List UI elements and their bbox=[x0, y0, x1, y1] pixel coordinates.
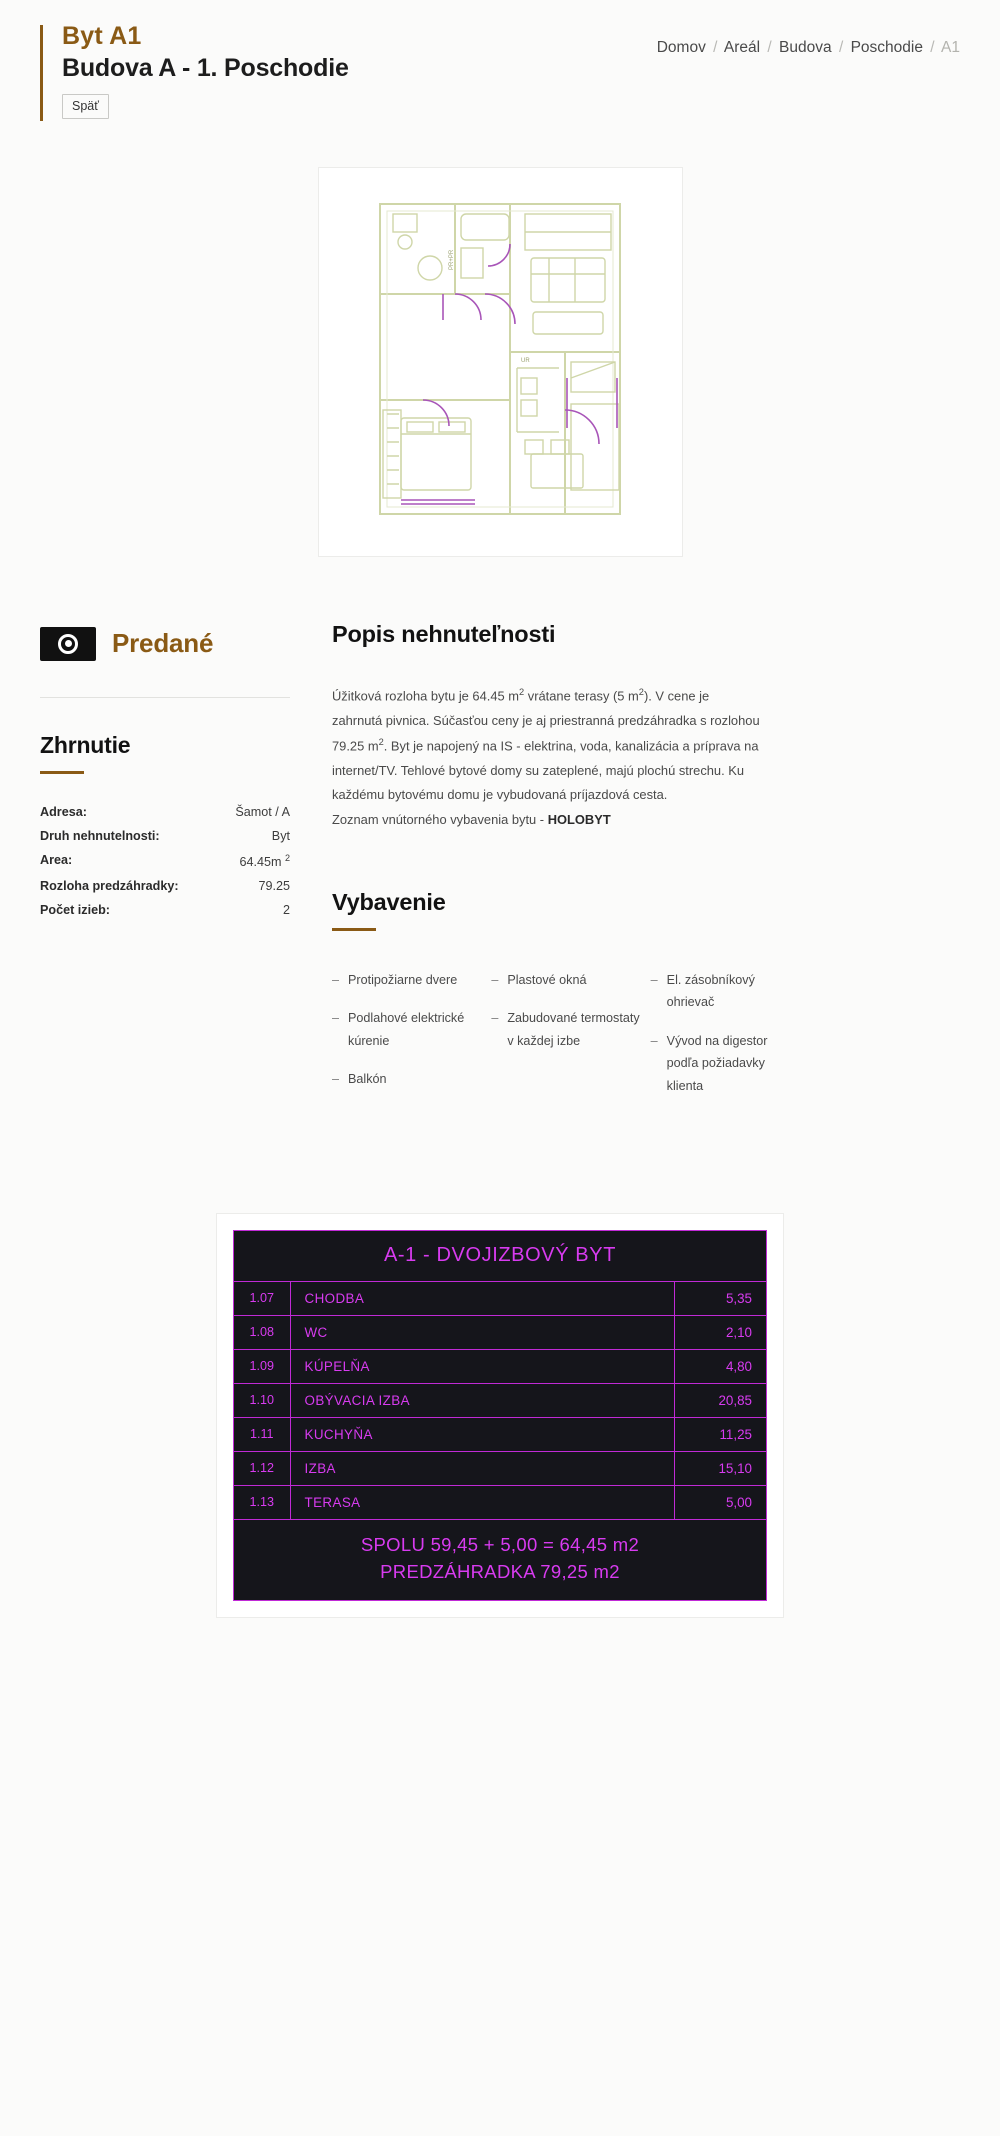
equipment-columns bbox=[332, 969, 802, 1113]
summary-value-sup: 2 bbox=[284, 852, 290, 863]
bullet-dash: – bbox=[491, 972, 499, 987]
description-p2-pre: Zoznam vnútorného vybavenia bytu - bbox=[332, 812, 548, 828]
page-title: Byt A1 bbox=[62, 22, 142, 50]
total-line-1: SPOLU 59,45 + 5,00 = 64,45 m2 bbox=[360, 1533, 640, 1555]
svg-text:UR: UR bbox=[521, 357, 530, 364]
table-row bbox=[234, 1282, 766, 1316]
list-item bbox=[332, 1007, 483, 1052]
bullet-dash: – bbox=[650, 1033, 658, 1048]
title-block bbox=[40, 22, 349, 119]
summary-value: Šamot / A bbox=[235, 804, 290, 819]
right-column bbox=[332, 619, 960, 1113]
breadcrumb-current: A1 bbox=[941, 39, 960, 56]
summary-key: Počet izieb: bbox=[40, 902, 110, 917]
list-item bbox=[651, 1030, 802, 1097]
room-number: 1.13 bbox=[234, 1485, 290, 1519]
list-item bbox=[651, 969, 802, 1014]
left-column bbox=[40, 619, 290, 1113]
summary-key: Druh nehnutelnosti: bbox=[40, 828, 160, 843]
room-name: KÚPELŇA bbox=[290, 1349, 674, 1383]
breadcrumb-item-domov[interactable]: Domov bbox=[656, 39, 706, 56]
table-row bbox=[234, 1451, 766, 1485]
sup-2: 2 bbox=[519, 686, 525, 697]
room-area: 5,35 bbox=[674, 1282, 766, 1316]
description-heading: Popis nehnuteľnosti bbox=[332, 620, 556, 647]
room-legend bbox=[233, 1230, 767, 1601]
table-row bbox=[234, 1417, 766, 1451]
list-item bbox=[491, 1007, 642, 1052]
room-name: TERASA bbox=[304, 1494, 361, 1510]
table-row bbox=[40, 874, 290, 898]
total-line-2: PREDZÁHRADKA 79,25 m2 bbox=[380, 1560, 620, 1582]
list-item bbox=[332, 969, 483, 991]
sold-banknote-icon bbox=[40, 627, 96, 661]
room-legend-total bbox=[234, 1519, 766, 1600]
sup-2: 2 bbox=[378, 736, 384, 747]
summary-key: Rozloha predzáhradky: bbox=[40, 878, 179, 893]
list-item bbox=[332, 1068, 483, 1090]
list-item-label: Zabudované termostaty v každej izbe bbox=[507, 1011, 640, 1048]
table-row bbox=[40, 848, 290, 874]
table-row bbox=[234, 1383, 766, 1417]
list-item bbox=[491, 969, 642, 991]
bullet-dash: – bbox=[650, 972, 658, 987]
status-label: Predané bbox=[112, 628, 214, 659]
breadcrumb-separator: / bbox=[767, 39, 772, 56]
status-badge bbox=[40, 627, 290, 661]
summary-value: 79.25 bbox=[258, 878, 290, 893]
back-button[interactable]: Späť bbox=[62, 94, 109, 119]
room-legend-card bbox=[216, 1213, 784, 1618]
table-row bbox=[234, 1315, 766, 1349]
table-row bbox=[40, 898, 290, 922]
breadcrumb-item-poschodie[interactable]: Poschodie bbox=[850, 39, 923, 56]
breadcrumb-item-budova[interactable]: Budova bbox=[779, 39, 832, 56]
description-p1b: vrátane terasy (5 m bbox=[524, 688, 639, 704]
summary-table bbox=[40, 800, 290, 922]
room-name: OBÝVACIA IZBA bbox=[290, 1383, 674, 1417]
room-number: 1.10 bbox=[234, 1383, 290, 1417]
room-number: 1.08 bbox=[234, 1315, 290, 1349]
bullet-dash: – bbox=[491, 1011, 499, 1026]
summary-heading: Zhrnutie bbox=[40, 731, 131, 758]
description-p1a: Úžitková rozloha bytu je 64.45 m bbox=[332, 688, 520, 704]
svg-text:PR+PR: PR+PR bbox=[449, 249, 455, 270]
bottom-spacer bbox=[0, 1618, 1000, 1730]
equipment-column-1 bbox=[332, 969, 483, 1113]
summary-value bbox=[219, 848, 290, 874]
summary-key: Area: bbox=[40, 852, 73, 867]
breadcrumb-separator: / bbox=[930, 39, 935, 56]
bullet-dash: – bbox=[332, 972, 340, 987]
summary-key: Adresa: bbox=[40, 804, 87, 819]
room-area: 4,80 bbox=[674, 1349, 766, 1383]
description-p1d: . Byt je napojený na IS - elektrina, voda, kanalizácia a príprava na internet/TV. Tehlové bytové domy su zateplené, majú plochú strechu. Ku každému bytovému domu je vybudovaná príjazdová cesta. bbox=[332, 737, 759, 803]
table-row bbox=[40, 824, 290, 848]
summary-value: 2 bbox=[282, 902, 290, 917]
divider bbox=[40, 697, 290, 698]
summary-value-text: 64.45m bbox=[239, 854, 282, 869]
breadcrumb-separator: / bbox=[838, 39, 844, 56]
table-row bbox=[40, 800, 290, 824]
bullet-dash: – bbox=[332, 1011, 340, 1026]
page-subtitle: Budova A - 1. Poschodie bbox=[62, 53, 349, 82]
list-item-label: Vývod na digestor podľa požiadavky klienta bbox=[666, 1033, 768, 1093]
room-number: 1.11 bbox=[234, 1417, 290, 1451]
room-legend-title: A-1 - DVOJIZBOVÝ BYT bbox=[234, 1231, 766, 1282]
room-number: 1.07 bbox=[234, 1282, 290, 1316]
room-area: 15,10 bbox=[674, 1451, 766, 1485]
room-number: 1.09 bbox=[234, 1349, 290, 1383]
list-item-label: Protipožiarne dvere bbox=[348, 972, 458, 987]
description-p2-bold: HOLOBYT bbox=[547, 812, 611, 828]
list-item-label: Balkón bbox=[348, 1072, 387, 1087]
table-row bbox=[234, 1485, 766, 1519]
description-text bbox=[332, 684, 762, 833]
summary-value: Byt bbox=[271, 828, 290, 843]
room-area: 5,00 bbox=[674, 1485, 766, 1519]
room-area: 20,85 bbox=[674, 1383, 766, 1417]
floorplan-image[interactable] bbox=[318, 167, 683, 557]
room-table bbox=[234, 1282, 766, 1519]
room-name: CHODBA bbox=[290, 1282, 674, 1316]
equipment-heading-rule bbox=[332, 928, 376, 931]
floorplan-drawing bbox=[335, 182, 665, 542]
room-name: IZBA bbox=[290, 1451, 674, 1485]
breadcrumb-separator: / bbox=[713, 39, 718, 56]
list-item-label: El. zásobníkový ohrievač bbox=[666, 972, 755, 1010]
summary-heading-rule bbox=[40, 771, 84, 774]
equipment-column-2 bbox=[491, 969, 642, 1113]
list-item-label: Podlahové elektrické kúrenie bbox=[348, 1011, 465, 1048]
sup-2: 2 bbox=[638, 686, 644, 697]
breadcrumb-item-areal[interactable]: Areál bbox=[723, 39, 761, 56]
equipment-heading: Vybavenie bbox=[332, 888, 446, 915]
breadcrumb bbox=[657, 36, 960, 59]
description-p1c: ). V cene je zahrnutá pivnica. Súčasťou ceny je aj priestranná predzáhradka s rozlohou 79.25 m bbox=[332, 688, 760, 753]
page-header bbox=[0, 0, 1000, 119]
room-name: WC bbox=[290, 1315, 674, 1349]
bullet-dash: – bbox=[332, 1072, 340, 1087]
room-area: 11,25 bbox=[674, 1417, 766, 1451]
title-accent-rule bbox=[40, 25, 43, 121]
equipment-column-3 bbox=[651, 969, 802, 1113]
table-row bbox=[234, 1349, 766, 1383]
content-columns bbox=[0, 619, 1000, 1113]
list-item-label: Plastové okná bbox=[507, 972, 587, 987]
room-area: 2,10 bbox=[674, 1315, 766, 1349]
room-name: KUCHYŇA bbox=[290, 1417, 674, 1451]
room-number: 1.12 bbox=[234, 1451, 290, 1485]
